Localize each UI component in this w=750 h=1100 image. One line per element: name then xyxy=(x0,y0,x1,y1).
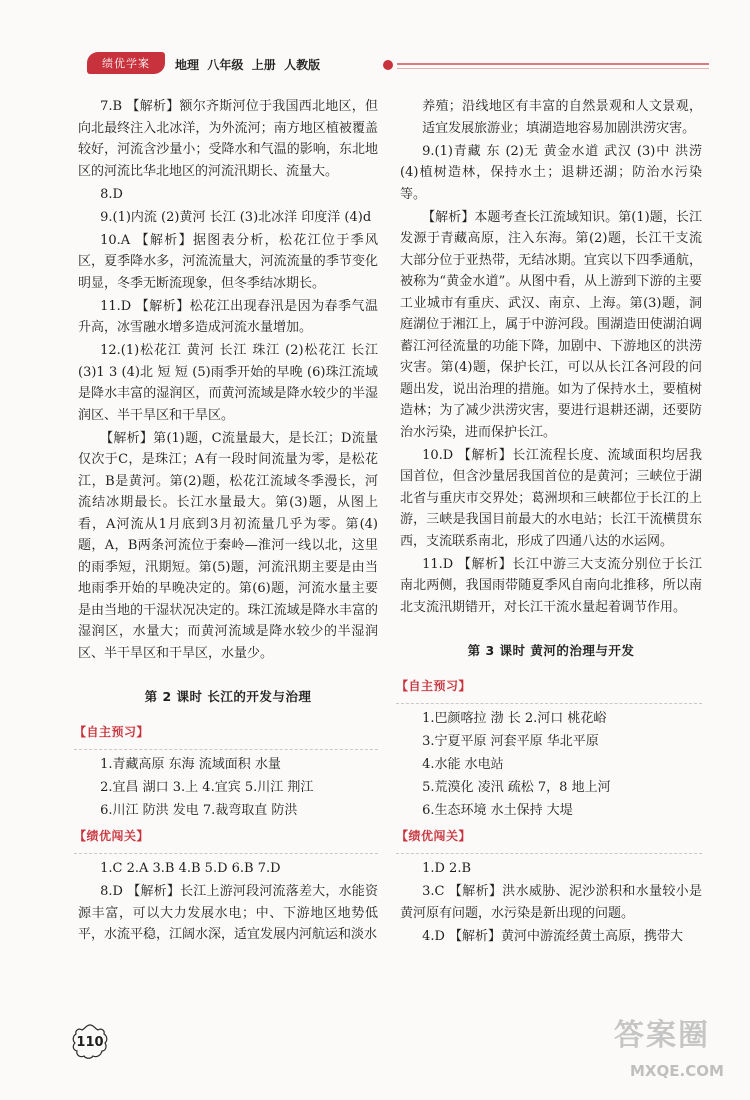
answer-11: 11.D 【解析】长江中游三大支流分别位于长江南北两侧，我国雨带随夏季风自南向北推移，所以南北支流汛期错开，对长江干流水量起着调节作用。 xyxy=(400,556,702,615)
section-3-preview-3: 4.水能 水电站 xyxy=(422,757,504,772)
section-3-title: 第 3 课时 黄河的治理与开发 xyxy=(467,643,635,658)
answer-9: 9.(1)青藏 东 (2)无 黄金水道 武汉 (3)中 洪涝 (4)植树造林，保持水土；退耕还湖；防治水污染等。 xyxy=(400,143,702,202)
book-info: 地理 八年级 上册 人教版 xyxy=(175,58,321,72)
answer-9: 9.(1)内流 (2)黄河 长江 (3)北冰洋 印度洋 (4)d xyxy=(100,209,372,225)
continuation-8: 养殖；沿线地区有丰富的自然景观和人文景观，适宜发展旅游业；填湖造地容易加剧洪涝灾害。 xyxy=(422,99,702,136)
page-number xyxy=(70,1022,110,1062)
section-2-preview-tag: 【 自主预习 】 xyxy=(74,722,378,744)
watermark-text: 答案圈 xyxy=(614,1018,710,1053)
answer-7: 7.B 【解析】额尔齐斯河位于我国西北地区，但向北最终注入北冰洋，为外流河；南方地区植被覆盖较好，河流含沙量小；受降水和气温的影响，东北地区的河流比华北地区的河流汛期长、流量大。 xyxy=(78,99,378,179)
watermark-url: MXQE.COM xyxy=(630,1062,724,1080)
series-badge: 绩优学案 xyxy=(87,52,165,74)
section-3-preview-5: 6.生态环境 水土保持 大堤 xyxy=(422,803,573,818)
section-3-practice-1: 1.D 2.B xyxy=(422,861,472,876)
section-2-title: 第 2 课时 长江的开发与治理 xyxy=(144,689,312,704)
section-3-practice-2: 3.C 【解析】洪水威胁、泥沙淤积和水量较小是黄河原有问题，水污染是新出现的问题。 xyxy=(400,884,702,921)
divider xyxy=(74,853,378,854)
answer-12: 12.(1)松花江 黄河 长江 珠江 (2)松花江 长江 (3)1 3 (4)北 短 短 (5)雨季开始的早晚 (6)珠江流域是降水丰富的湿润区，而黄河流域是降水较少的半湿润区、半干旱区和干旱区。 xyxy=(78,343,378,423)
section-2-practice-2: 8.D 【解析】长江上游河段河流落差大，水能资源丰富，可以大力发展水电；中、下游地区地势低平，水流平稳，江阔水深，适宜发展内河航运和淡水 xyxy=(78,884,378,942)
divider xyxy=(396,703,702,704)
section-2-practice-1: 1.C 2.A 3.B 4.B 5.D 6.B 7.D xyxy=(100,861,281,876)
section-2-preview-3: 6.川江 防洪 发电 7.裁弯取直 防洪 xyxy=(100,803,298,818)
section-3-preview-1: 1.巴颜喀拉 渤 长 2.河口 桃花峪 xyxy=(422,711,607,726)
answer-10: 10.A 【解析】据图表分析，松花江位于季风区，夏季降水多，河流流量大，河流流量的季节变化明显，冬季无断流现象，但冬季结冰期长。 xyxy=(78,232,378,291)
header-dot-icon xyxy=(383,60,393,70)
section-3-practice-tag: 【 绩优闯关 】 xyxy=(396,826,702,848)
section-2-preview-2: 2.宜昌 湖口 3.上 4.宜宾 5.川江 荆江 xyxy=(100,780,314,795)
section-2-practice-tag: 【 绩优闯关 】 xyxy=(74,826,378,848)
answer-11: 11.D 【解析】松花江出现春汛是因为春季气温升高，冰雪融水增多造成河流水量增加。 xyxy=(78,298,378,335)
section-2-preview-1: 1.青藏高原 东海 流域面积 水量 xyxy=(100,757,281,772)
header-rule-thin xyxy=(397,68,709,69)
section-3-preview-tag: 【 自主预习 】 xyxy=(396,676,702,698)
header-rule xyxy=(397,63,709,65)
section-3-preview-2: 3.宁夏平原 河套平原 华北平原 xyxy=(422,734,599,749)
page-header xyxy=(75,50,715,80)
page-number-text: 110 xyxy=(76,1034,104,1050)
answer-10: 10.D 【解析】长江流程长度、流域面积均居我国首位，但含沙量居我国首位的是黄河；三峡位于湖北省与重庆市交界处；葛洲坝和三峡都位于长江的上游，三峡是我国目前最大的水电站；长江干流横贯东西，支流联系南北，形成了四通八达的水运网。 xyxy=(400,447,702,549)
divider xyxy=(74,749,378,750)
right-column xyxy=(400,96,702,949)
answer-8: 8.D xyxy=(100,186,123,202)
left-column xyxy=(78,96,378,947)
section-3-practice-3: 4.D 【解析】黄河中游流经黄土高原，携带大 xyxy=(422,928,684,944)
divider xyxy=(396,853,702,854)
analysis-12: 【解析】第(1)题，C流量最大，是长江；D流量仅次于C，是珠江；A有一段时间流量为零，是松花江，B是黄河。第(2)题，松花江流域冬季漫长，河流结冰期最长。长江水量最大。第(3)题，从图上看，A河流从1月底到3月初流量几乎为零。第(4)题，A，B两条河流位于秦岭—淮河一线以北，这里的雨季短，汛期短。第(5)题，河流汛期主要是由当地雨季开始的早晚决定的。第(6)题，河流水量主要是由当地的干湿状况决定的。珠江流域是降水丰富的湿润区，水量大；而黄河流域是降水较少的半湿润区、半干旱区和干旱区，水量少。 xyxy=(78,430,378,661)
analysis-9: 【解析】本题考查长江流域知识。第(1)题，长江发源于青藏高原，注入东海。第(2)题，长江干支流大部分位于亚热带，无结冰期。宜宾以下四季通航，被称为“黄金水道”。从图中看，从上游到下游的主要工业城市有重庆、武汉、南京、上海。第(3)题，洞庭湖位于湘江上，属于中游河段。围湖造田使湖泊调蓄江河径流量的功能下降，加剧中、下游地区的洪涝灾害。第(4)题，保护长江，可以从长江各河段的问题出发，说出治理的措施。如为了保持水土，要植树造林；为了减少洪涝灾害，要进行退耕还湖，还要防治水污染，进而保护长江。 xyxy=(400,209,702,440)
section-3-preview-4: 5.荒漠化 凌汛 疏松 7，8 地上河 xyxy=(422,780,611,795)
watermark-logo xyxy=(610,1010,745,1095)
